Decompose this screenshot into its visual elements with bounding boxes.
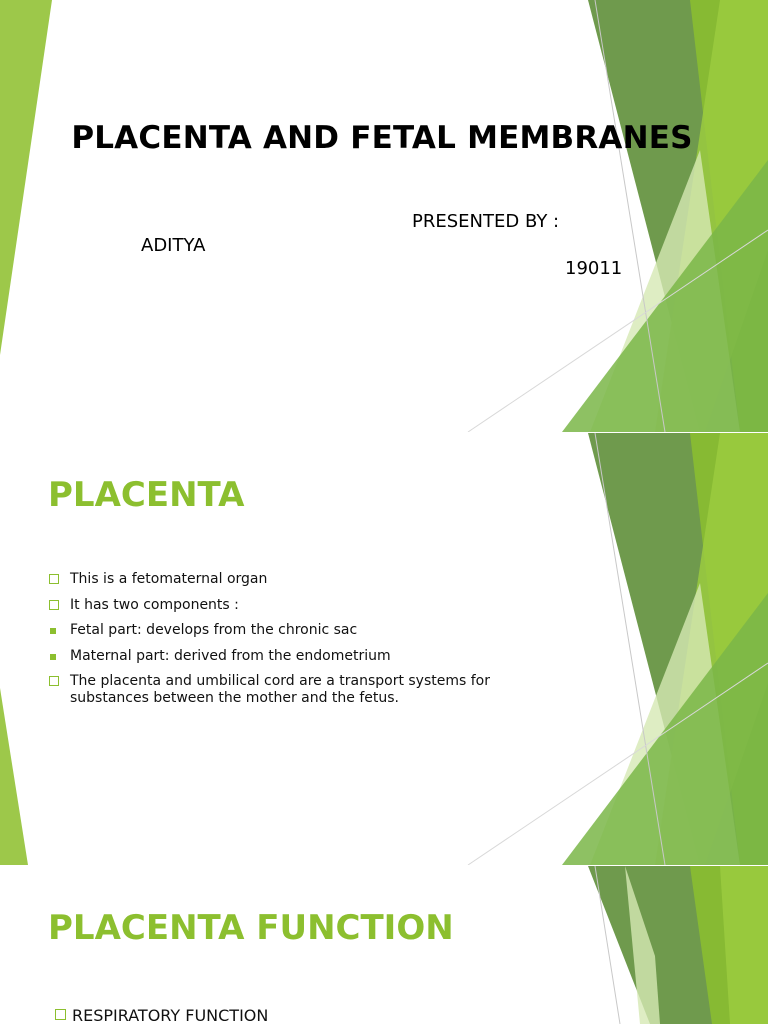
slide-1 <box>0 0 768 432</box>
list-item <box>48 673 528 707</box>
slide-2 <box>0 433 768 865</box>
bullet-list <box>48 571 528 716</box>
bullet-text: The placenta and umbilical cord are a transport systems for substances between the mother and the fetus. <box>70 673 490 706</box>
slide-heading: PLACENTA FUNCTION <box>48 908 454 948</box>
filled-square-bullet-icon <box>50 654 56 660</box>
list-item <box>48 571 528 588</box>
presenter-id: 19011 <box>565 258 623 279</box>
bullet-text: It has two components : <box>70 596 239 613</box>
bullet-text: Maternal part: derived from the endometrium <box>70 647 391 664</box>
presented-by-label: PRESENTED BY : <box>412 211 560 232</box>
hollow-square-bullet-icon <box>55 1009 66 1020</box>
slide-heading: PLACENTA <box>48 475 245 515</box>
left-green-wedge <box>0 0 52 355</box>
slide-decoration <box>0 0 768 432</box>
left-green-wedge <box>0 688 28 865</box>
hollow-square-bullet-icon <box>49 676 59 686</box>
hollow-square-bullet-icon <box>49 574 59 584</box>
bullet-text: This is a fetomaternal organ <box>70 571 268 587</box>
slide-title: PLACENTA AND FETAL MEMBRANES <box>71 120 693 156</box>
slide-3 <box>0 866 768 1024</box>
list-item <box>48 597 528 614</box>
list-item <box>48 622 528 639</box>
filled-square-bullet-icon <box>50 628 56 634</box>
hollow-square-bullet-icon <box>49 600 59 610</box>
list-item <box>55 1006 268 1024</box>
bullet-text: RESPIRATORY FUNCTION <box>72 1006 269 1024</box>
bullet-text: Fetal part: develops from the chronic sac <box>70 622 358 638</box>
list-item <box>48 648 528 665</box>
presenter-name: ADITYA <box>141 235 206 256</box>
